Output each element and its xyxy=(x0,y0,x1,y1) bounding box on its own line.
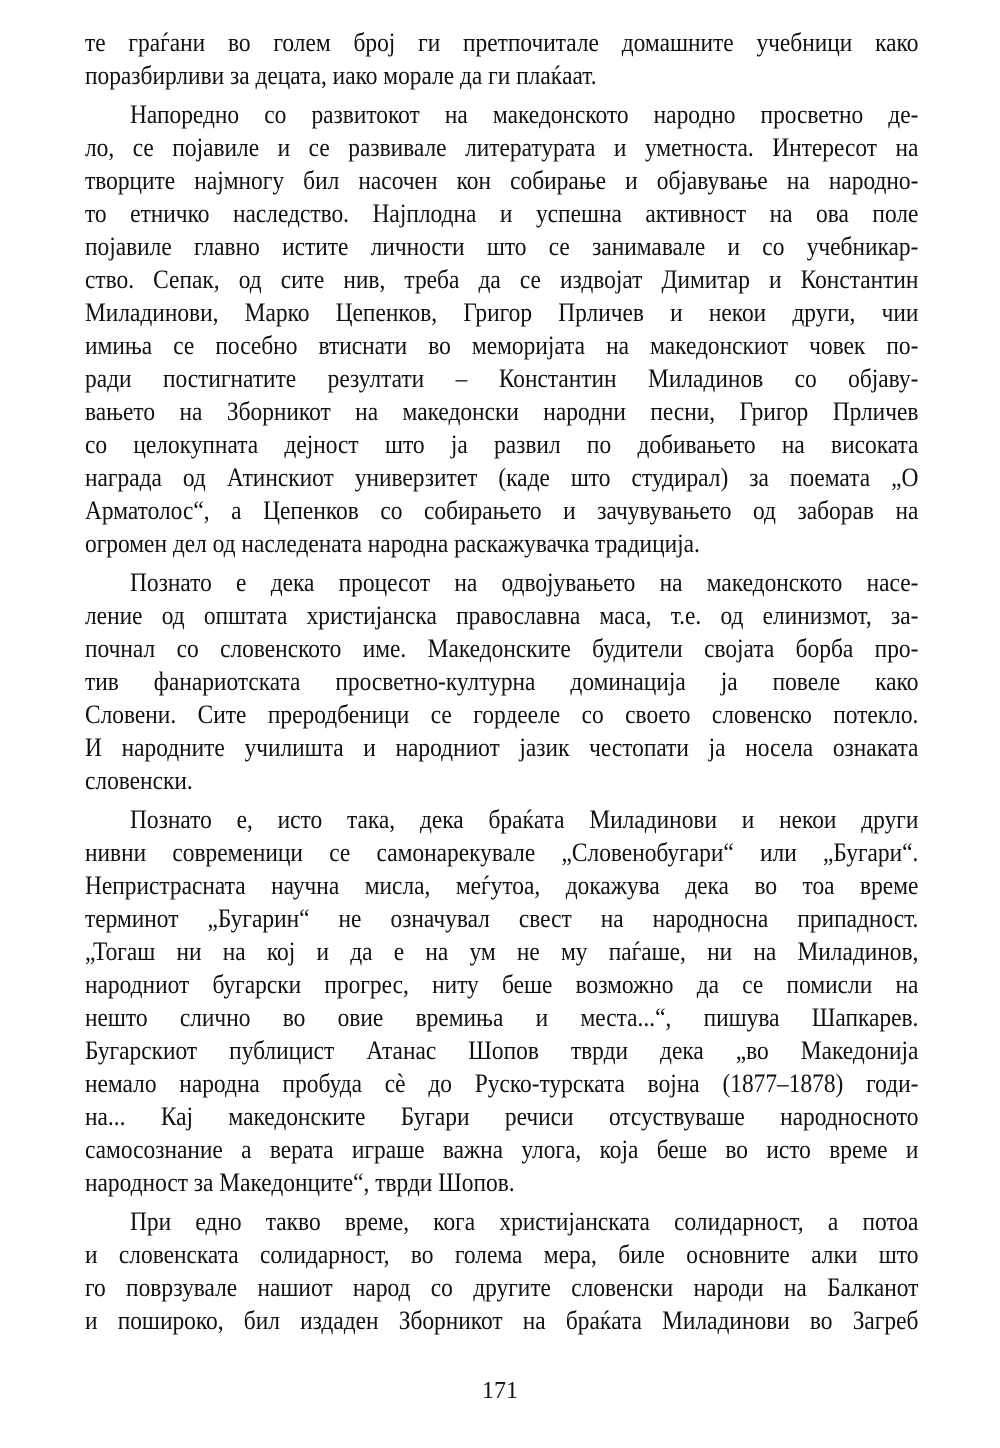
text-line: тив фанариотската просветно-културна доминација ја повеле како xyxy=(85,667,919,696)
text-line: Познато е дека процесот на одвојувањето на македонското насе- xyxy=(130,568,919,597)
text-line: немало народна пробуда сè до Руско-турската војна (1877–1878) годи- xyxy=(85,1069,919,1098)
text-line: поразбирливи за децата, иако морале да ги плаќаат. xyxy=(85,61,597,90)
text-line: нивни современици се самонарекувале „Словенобугари“ или „Бугари“. xyxy=(85,838,919,867)
text-line: појавиле главно истите личности што се занимавале и со учебникар- xyxy=(85,232,919,261)
text-line: го поврзувале нашиот народ со другите словенски народи на Балканот xyxy=(85,1273,919,1302)
text-line: огромен дел од наследената народна раскажувачка традиција. xyxy=(85,529,700,558)
text-line: ство. Сепак, од сите нив, треба да се издвојат Димитар и Константин xyxy=(85,265,919,294)
text-line: нешто слично во овие времиња и места...“, пишува Шапкарев. xyxy=(85,1003,919,1032)
text-line: народниот бугарски прогрес, ниту беше возможно да се помисли на xyxy=(85,970,919,999)
paragraph xyxy=(85,803,918,1199)
text-line: со целокупната дејност што ја развил по добивањето на високата xyxy=(85,430,919,459)
text-line: И народните училишта и народниот јазик честопати ја носела ознаката xyxy=(85,733,919,762)
paragraph xyxy=(85,98,918,560)
text-line: ление од општата христијанска православна маса, т.е. од елинизмот, за- xyxy=(85,601,919,630)
text-line: то етничко наследство. Најплодна и успешна активност на ова поле xyxy=(85,199,919,228)
text-line: творците најмногу бил насочен кон собирање и објавување на народно- xyxy=(85,166,919,195)
text-line: Напоредно со развитокот на македонското народно просветно де- xyxy=(130,100,919,129)
text-line: „Тогаш ни на кој и да е на ум не му паѓаше, ни на Миладинов, xyxy=(85,937,919,966)
text-line: Миладинови, Марко Цепенков, Григор Прличев и некои други, чии xyxy=(85,298,919,327)
body-text xyxy=(85,26,918,1343)
text-line: имиња се посебно втиснати во меморијата на македонскиот човек по- xyxy=(85,331,919,360)
text-line: ло, се појавиле и се развивале литературата и уметноста. Интересот на xyxy=(85,133,919,162)
paragraph xyxy=(85,566,918,797)
text-line: Словени. Сите преродбеници се гордееле со своето словенско потекло. xyxy=(85,700,919,729)
text-line: При едно такво време, кога христијанската солидарност, а потоа xyxy=(130,1207,919,1236)
text-line: Бугарскиот публицист Атанас Шопов тврди дека „во Македонија xyxy=(85,1036,919,1065)
page-number: 171 xyxy=(482,1378,518,1404)
text-line: ради постигнатите резултати – Константин Миладинов со објаву- xyxy=(85,364,919,393)
text-line: вањето на Зборникот на македонски народни песни, Григор Прличев xyxy=(85,397,919,426)
text-line: самосознание а верата играше важна улога, која беше во исто време и xyxy=(85,1135,919,1164)
paragraph xyxy=(85,1205,918,1337)
text-line: награда од Атинскиот универзитет (каде што студирал) за поемата „О xyxy=(85,463,919,492)
text-line: словенски. xyxy=(85,766,193,795)
paragraph xyxy=(85,26,918,92)
text-line: терминот „Бугарин“ не означувал свест на народносна припадност. xyxy=(85,904,919,933)
text-line: на... Кај македонските Бугари речиси отсуствуваше народносното xyxy=(85,1102,919,1131)
text-line: Непристрасната научна мисла, меѓутоа, докажува дека во тоа време xyxy=(85,871,919,900)
text-line: Познато е, исто така, дека браќата Миладинови и некои други xyxy=(130,805,919,834)
text-line: народност за Македонците“, тврди Шопов. xyxy=(85,1168,515,1197)
text-line: те граѓани во голем број ги претпочитале домашните учебници како xyxy=(85,28,919,57)
text-line: почнал со словенското име. Македонските будители својата борба про- xyxy=(85,634,919,663)
text-line: и словенската солидарност, во голема мера, биле основните алки што xyxy=(85,1240,919,1269)
text-line: Арматолос“, а Цепенков со собирањето и зачувувањето од заборав на xyxy=(85,496,919,525)
text-line: и пошироко, бил издаден Зборникот на браќата Миладинови во Загреб xyxy=(85,1306,919,1335)
